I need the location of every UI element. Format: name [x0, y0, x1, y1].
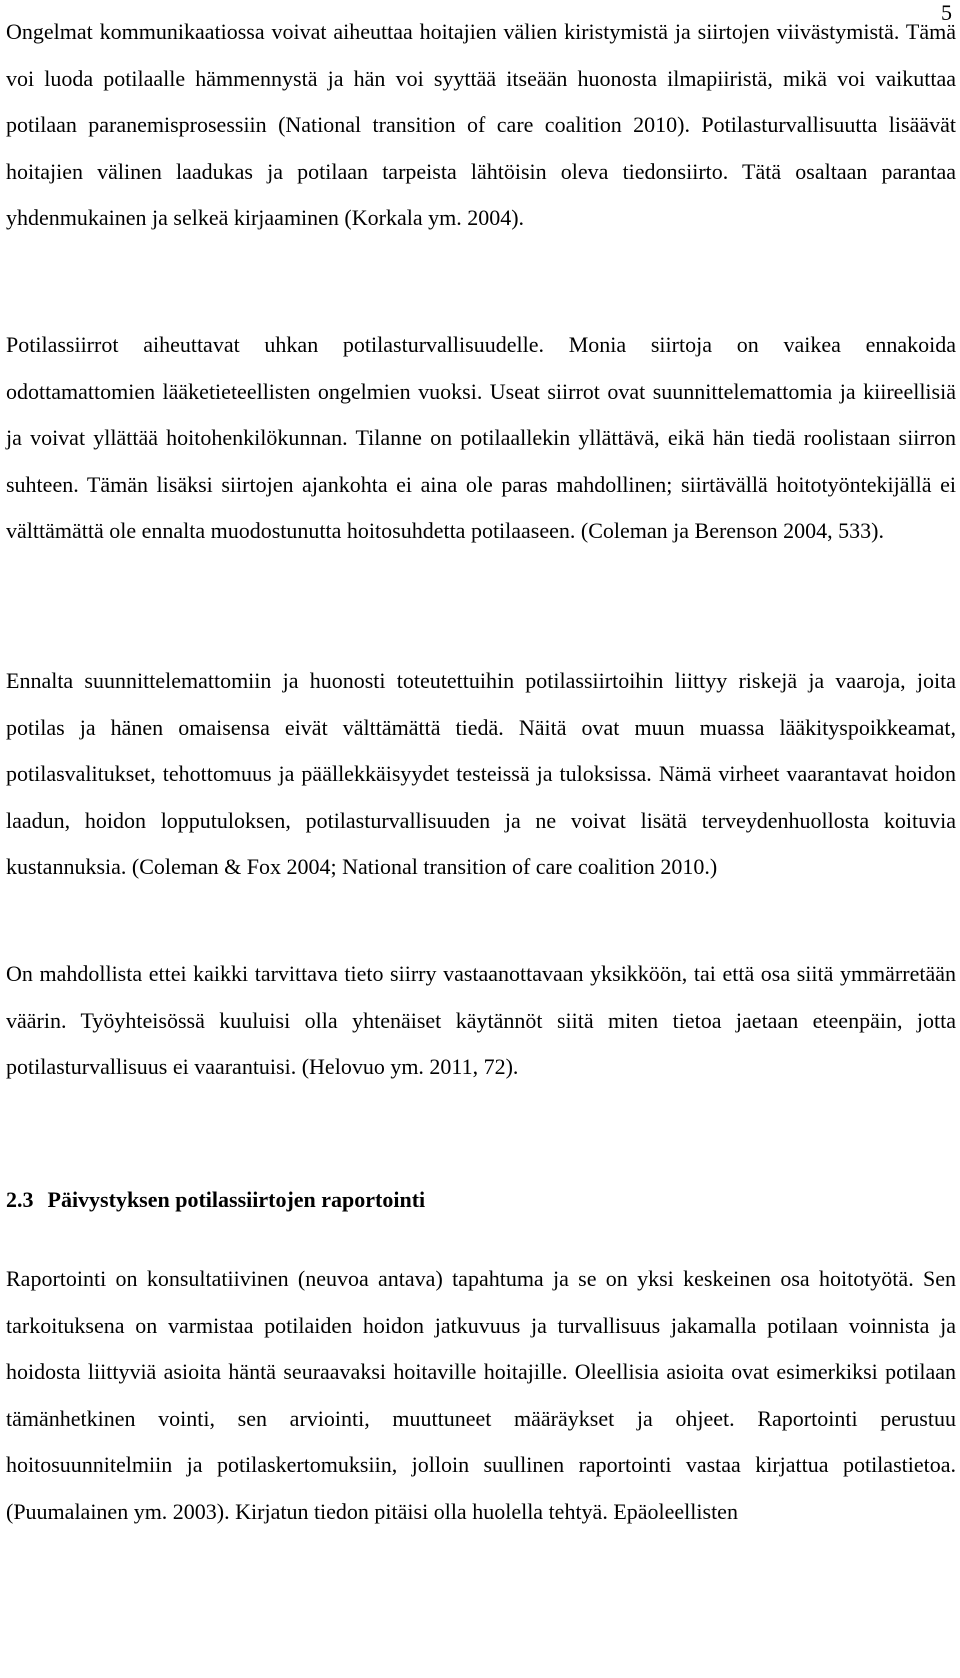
paragraph-unplanned-transfer-risks: Ennalta suunnittelemattomiin ja huonosti toteutettuihin potilassiirtoihin liittyy riskejä ja vaaroja, joita potilas ja hänen omaisensa eivät välttämättä tiedä. Näitä ovat muun muassa lääkityspoikkeamat, potilasvalitukset, tehottomuus ja päällekkäisyydet testeissä ja tuloksissa. Nämä virheet vaarantavat hoidon laadun, hoidon lopputuloksen, potilasturvallisuuden ja ne voivat lisätä terveydenhuollosta koituvia kustannuksia. (Coleman & Fox 2004; National transition of care coalition 2010.) [6, 668, 956, 880]
paragraph-patient-transfer-threats: Potilassiirrot aiheuttavat uhkan potilasturvallisuudelle. Monia siirtoja on vaikea ennakoida odottamattomien lääketieteellisten ongelmien vuoksi. Useat siirrot ovat suunnittelemattomia ja kiireellisiä ja voivat yllättää hoitohenkilökunnan. Tilanne on potilaallekin yllättävä, eikä hän tiedä roolistaan siirron suhteen. Tämän lisäksi siirtojen ajankohta ei aina ole paras mahdollinen; siirtävällä hoitotyöntekijällä ei välttämättä ole ennalta muodostunutta hoitosuhdetta potilaaseen. (Coleman ja Berenson 2004, 533). [6, 332, 956, 544]
paragraph-reporting: Raportointi on konsultatiivinen (neuvoa antava) tapahtuma ja se on yksi keskeinen osa hoitotyötä. Sen tarkoituksena on varmistaa potilaiden hoidon jatkuvuus ja turvallisuus jakamalla potilaan voinnista ja hoidosta liittyviä asioita häntä seuraavaksi hoitaville hoitajille. Oleellisia asioita ovat esimerkiksi potilaan tämänhetkinen vointi, sen arviointi, muuttuneet määräykset ja ohjeet. Raportointi perustuu hoitosuunnitelmiin ja potilaskertomuksiin, jolloin suullinen raportointi vastaa kirjattua potilastietoa. (Puumalainen ym. 2003). Kirjatun tiedon pitäisi olla huolella tehtyä. Epäoleellisten [6, 1266, 956, 1524]
section-heading [6, 1185, 425, 1215]
section-title: Päivystyksen potilassiirtojen raportointi [47, 1187, 426, 1212]
paragraph-communication-problems: Ongelmat kommunikaatiossa voivat aiheuttaa hoitajien välien kiristymistä ja siirtojen viivästymistä. Tämä voi luoda potilaalle hämmennystä ja hän voi syyttää itseään huonosta ilmapiiristä, mikä voi vaikuttaa potilaan paranemisprosessiin (National transition of care coalition 2010). Potilasturvallisuutta lisäävät hoitajien välinen laadukas ja potilaan tarpeista lähtöisin oleva tiedonsiirto. Tätä osaltaan parantaa yhdenmukainen ja selkeä kirjaaminen (Korkala ym. 2004). [6, 19, 956, 231]
page-number: 5 [941, 0, 952, 25]
section-number: 2.3 [6, 1187, 34, 1212]
paragraph-information-transfer: On mahdollista ettei kaikki tarvittava tieto siirry vastaanottavaan yksikköön, tai että osa siitä ymmärretään väärin. Työyhteisössä kuuluisi olla yhtenäiset käytännöt siitä miten tietoa jaetaan eteenpäin, jotta potilasturvallisuus ei vaarantuisi. (Helovuo ym. 2011, 72). [6, 961, 956, 1080]
